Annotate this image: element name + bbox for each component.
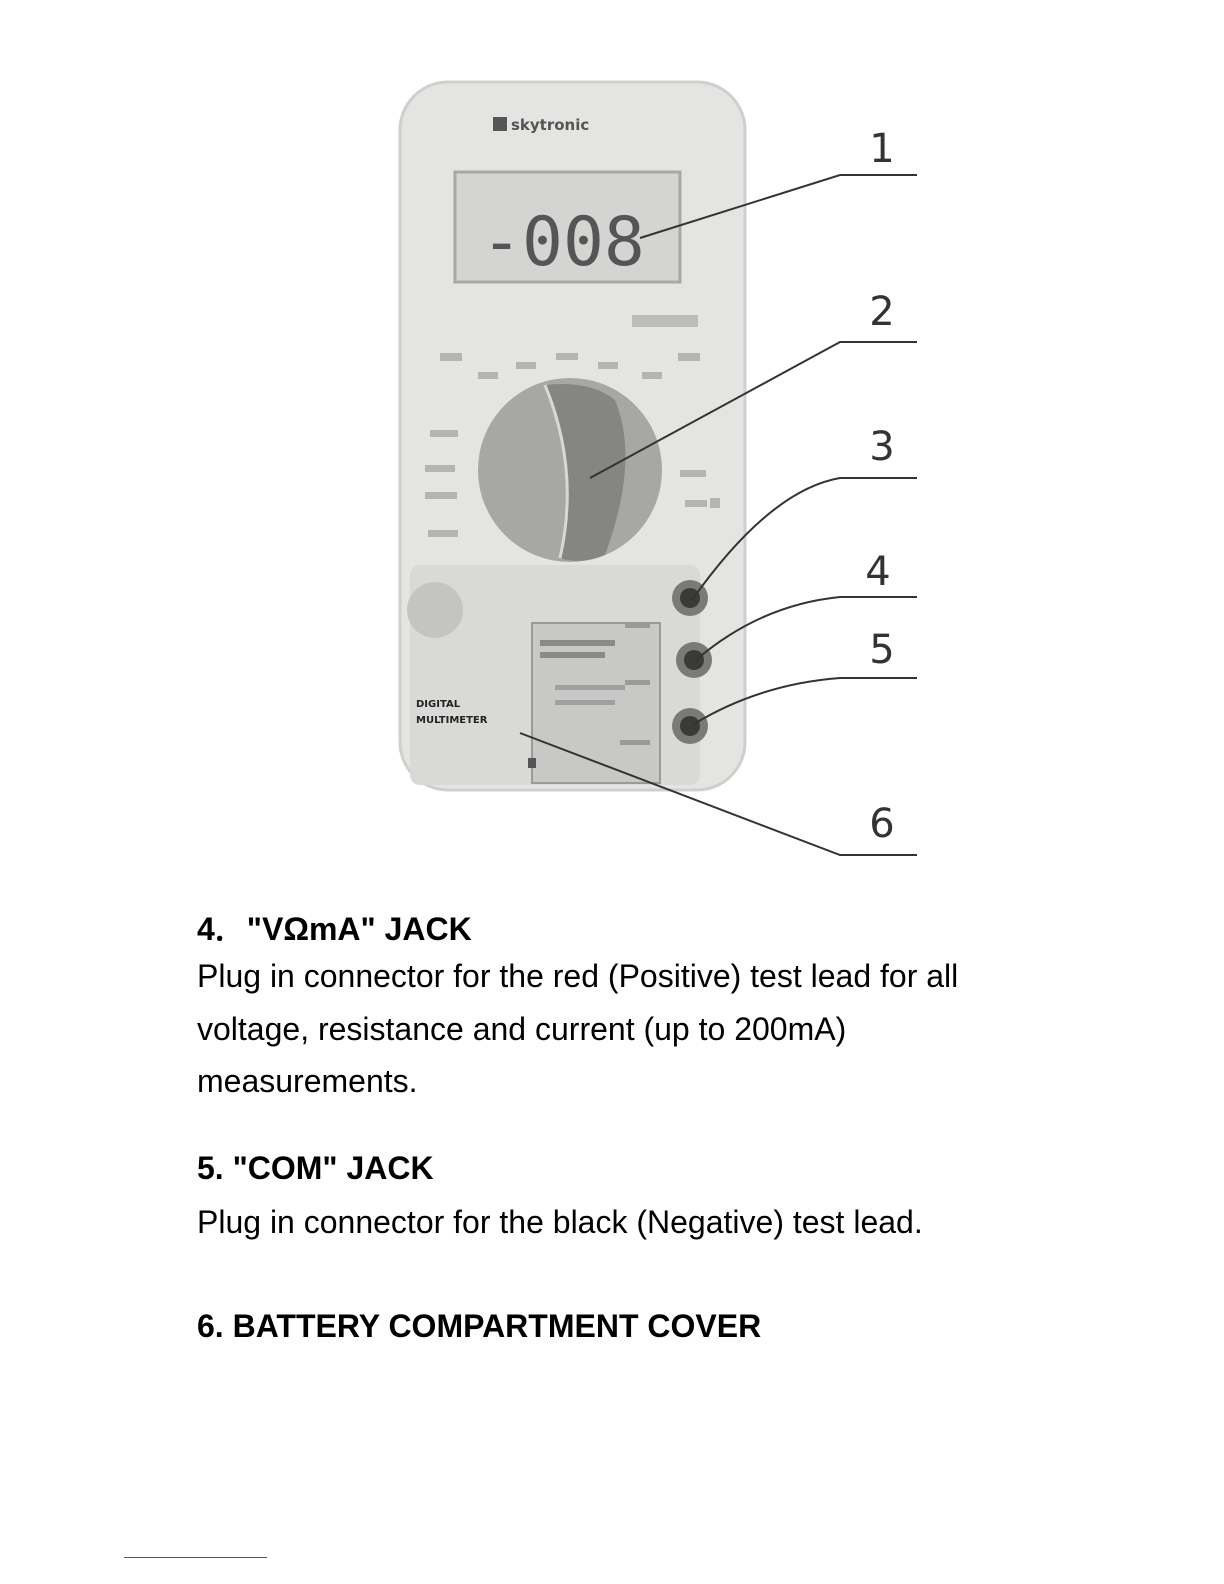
section-text-vohma-jack: Plug in connector for the red (Positive) test lead for all voltage, resistance and current (up to 200mA) measurements.: [197, 958, 959, 1099]
device-label-2: MULTIMETER: [416, 715, 488, 726]
multimeter-figure: [380, 60, 940, 880]
callout-4: 4: [865, 549, 891, 595]
callout-6: 6: [869, 801, 895, 847]
brand-text: skytronic: [511, 116, 590, 134]
jack-vohma: [676, 642, 712, 678]
callout-1: 1: [869, 126, 895, 172]
section-text-com-jack: Plug in connector for the black (Negative) test lead.: [197, 1204, 923, 1240]
callout-2: 2: [869, 289, 895, 335]
section-heading-com-jack: 5. "COM" JACK: [197, 1150, 434, 1186]
model-label: [632, 315, 698, 327]
footnote-separator: [124, 1557, 267, 1558]
device-label-1: DIGITAL: [416, 699, 461, 710]
callout-5: 5: [869, 627, 895, 673]
section-heading-vohma-jack: 4．"VΩmA" JACK: [197, 911, 472, 947]
jack-com: [672, 708, 708, 744]
callout-3: 3: [869, 424, 895, 470]
lcd-reading: -008: [481, 203, 645, 282]
section-heading-battery-cover: 6. BATTERY COMPARTMENT COVER: [197, 1308, 762, 1344]
hfe-socket: [407, 582, 463, 638]
